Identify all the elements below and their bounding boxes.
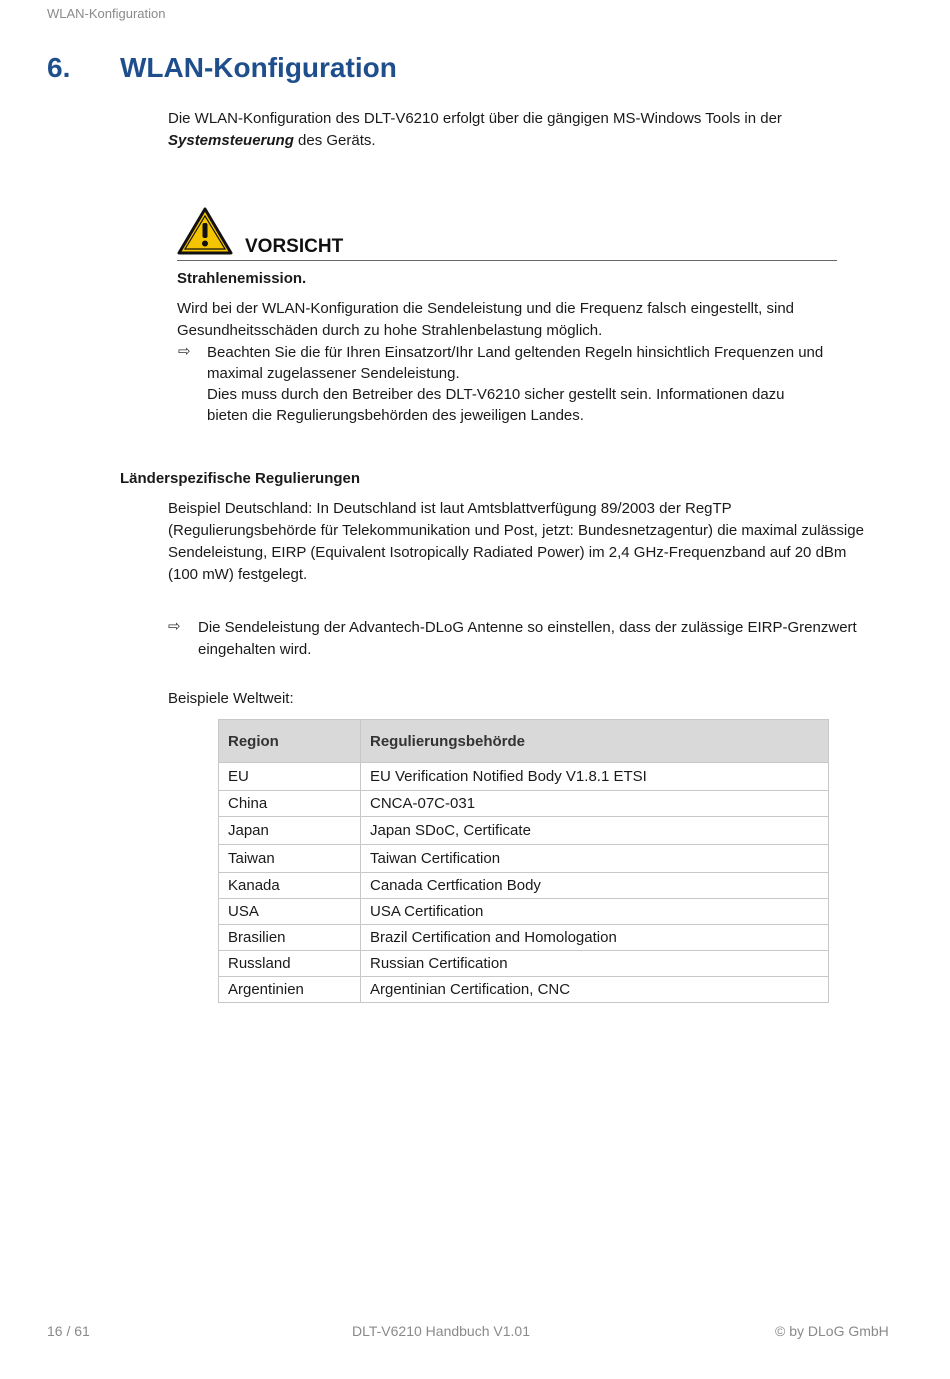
warning-triangle-icon (177, 207, 233, 255)
authority-cell: Japan SDoC, Certificate (361, 817, 829, 845)
caution-divider (177, 260, 837, 261)
caution-bullet (207, 342, 827, 426)
eirp-instruction: Die Sendeleistung der Advantech-DLoG Antenne so einstellen, dass der zulässige EIRP-Grenzwert eingehalten wird. (198, 619, 857, 658)
region-cell: Japan (219, 817, 361, 845)
footer-page-number: 16 / 61 (47, 1323, 90, 1339)
authority-cell: USA Certification (361, 899, 829, 925)
authority-cell: EU Verification Notified Body V1.8.1 ETSI (361, 763, 829, 791)
arrow-right-icon: ⇨ (168, 618, 181, 635)
region-cell: EU (219, 763, 361, 791)
chapter-title: WLAN-Konfiguration (120, 52, 397, 83)
section-heading: Länderspezifische Regulierungen (120, 470, 361, 487)
authority-cell: CNCA-07C-031 (361, 791, 829, 817)
table-header-row (219, 720, 829, 763)
table-row (219, 873, 829, 899)
region-cell: USA (219, 899, 361, 925)
footer-copyright: © by DLoG GmbH (775, 1323, 889, 1339)
world-examples-label: Beispiele Weltweit: (168, 690, 294, 707)
table-row (219, 977, 829, 1003)
example-germany-paragraph: Beispiel Deutschland: In Deutschland ist laut Amtsblattverfügung 89/2003 der RegTP (Regulierungsbehörde für Telekommunikation und Post, jetzt: Bundesnetzagentur) die maximal zulässige Sendeleistung, EIRP (Equivalent Isotropically Radiated Power) im 2,4 GHz-Frequenzband auf 20 dBm (100 mW) festgelegt. (168, 500, 864, 583)
table-row (219, 763, 829, 791)
table-row (219, 925, 829, 951)
region-cell: Brasilien (219, 925, 361, 951)
caution-title: VORSICHT (245, 236, 344, 257)
table-row (219, 899, 829, 925)
authority-cell: Taiwan Certification (361, 845, 829, 873)
region-cell: Kanada (219, 873, 361, 899)
authority-cell: Brazil Certification and Homologation (361, 925, 829, 951)
region-cell: Taiwan (219, 845, 361, 873)
table-row (219, 951, 829, 977)
region-cell: Argentinien (219, 977, 361, 1003)
column-header-region: Region (219, 720, 361, 763)
table-row (219, 817, 829, 845)
authority-cell: Argentinian Certification, CNC (361, 977, 829, 1003)
intro-paragraph (168, 108, 868, 152)
column-header-authority: Regulierungsbehörde (361, 720, 829, 763)
caution-text: Wird bei der WLAN-Konfiguration die Sendeleistung und die Frequenz falsch eingestellt, sind Gesundheitsschäden durch zu hohe Strahlenbelastung möglich. (177, 300, 795, 339)
intro-text-end: des Geräts. (293, 132, 376, 149)
region-cell: China (219, 791, 361, 817)
running-header: WLAN-Konfiguration (47, 6, 166, 21)
region-cell: Russland (219, 951, 361, 977)
caution-bullet-line2: Dies muss durch den Betreiber des DLT-V6210 sicher gestellt sein. Informationen dazu bieten die Regulierungsbehörden des jeweiligen Landes. (207, 386, 785, 424)
caution-subtitle: Strahlenemission. (177, 270, 307, 287)
authority-cell: Canada Certfication Body (361, 873, 829, 899)
footer-document-title: DLT-V6210 Handbuch V1.01 (352, 1323, 530, 1339)
arrow-right-icon: ⇨ (178, 343, 191, 360)
caution-bullet-line1: Beachten Sie die für Ihren Einsatzort/Ihr Land geltenden Regeln hinsichtlich Frequenzen und maximal zugelassener Sendeleistung. (207, 344, 824, 382)
table-row (219, 791, 829, 817)
table-row (219, 845, 829, 873)
intro-emphasis: Systemsteuerung (168, 132, 294, 149)
authority-cell: Russian Certification (361, 951, 829, 977)
chapter-number: 6. (47, 52, 71, 83)
regulation-table (218, 719, 829, 1003)
intro-text: Die WLAN-Konfiguration des DLT-V6210 erfolgt über die gängigen MS-Windows Tools in der (168, 110, 782, 127)
